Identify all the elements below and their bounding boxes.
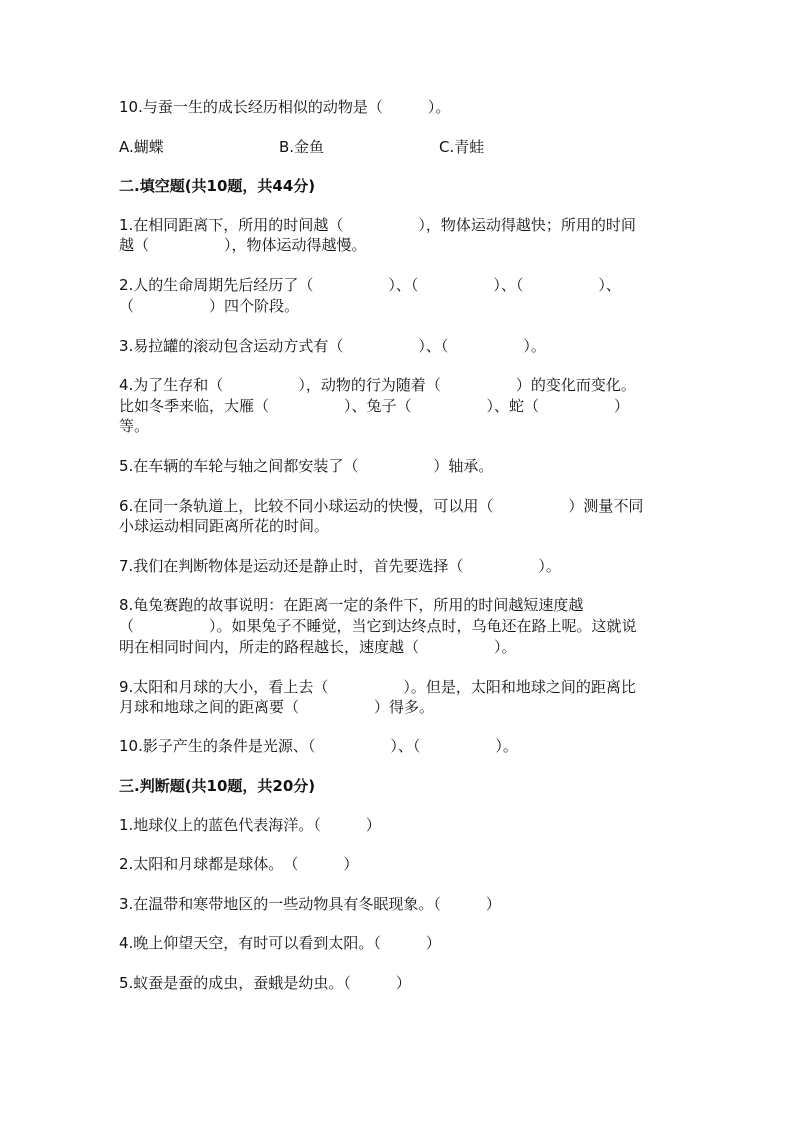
option-c: C.青蛙 [439,138,485,156]
question-10-stem: 10.与蚕一生的成长经历相似的动物是（ ）。 [119,98,451,116]
judge-5: 5.蚁蚕是蚕的成虫，蚕蛾是幼虫。（ ） [119,974,411,992]
fill-4-line-1: 4.为了生存和（ ），动物的行为随着（ ）的变化而变化。 [119,376,636,394]
fill-2-line-2: （ ）四个阶段。 [119,297,300,315]
option-b: B.金鱼 [279,138,325,156]
judge-4: 4.晚上仰望天空，有时可以看到太阳。（ ） [119,934,441,952]
fill-6-line-1: 6.在同一条轨道上，比较不同小球运动的快慢，可以用（ ）测量不同 [119,497,644,515]
fill-8-line-3: 明在相同时间内，所走的路程越长，速度越（ ）。 [119,638,517,656]
fill-2-line-1: 2.人的生命周期先后经历了（ ）、（ ）、（ ）、 [119,276,621,294]
judge-2: 2.太阳和月球都是球体。 （ ） [119,855,359,873]
fill-4-line-2: 比如冬季来临，大雁（ ）、兔子（ ）、蛇（ ） [119,397,630,415]
fill-1-line-1: 1.在相同距离下，所用的时间越（ ），物体运动得越快；所用的时间 [119,216,636,234]
fill-8-line-1: 8.龟兔赛跑的故事说明：在距离一定的条件下，所用的时间越短速度越 [119,596,584,614]
fill-4-line-3: 等。 [119,417,150,435]
fill-7: 7.我们在判断物体是运动还是静止时，首先要选择（ ）。 [119,557,561,575]
fill-10: 10.影子产生的条件是光源、（ ）、（ ）。 [119,737,518,755]
section-3-title: 三.判断题(共10题，共20分) [119,777,316,795]
judge-1: 1.地球仪上的蓝色代表海洋。（ ） [119,816,381,834]
fill-8-line-2: （ ）。如果兔子不睡觉，当它到达终点时，乌龟还在路上呢。这就说 [119,617,637,635]
fill-9-line-1: 9.太阳和月球的大小，看上去（ ）。但是，太阳和地球之间的距离比 [119,678,636,696]
section-2-title: 二.填空题(共10题，共44分) [119,177,316,195]
judge-3: 3.在温带和寒带地区的一些动物具有冬眠现象。（ ） [119,895,501,913]
fill-6-line-2: 小球运动相同距离所花的时间。 [119,517,330,535]
fill-3: 3.易拉罐的滚动包含运动方式有（ ）、（ ）。 [119,337,546,355]
fill-5: 5.在车辆的车轮与轴之间都安装了（ ）轴承。 [119,457,494,475]
fill-9-line-2: 月球和地球之间的距离要（ ）得多。 [119,698,435,716]
fill-1-line-2: 越（ ），物体运动得越慢。 [119,236,367,254]
option-a: A.蝴蝶 [119,138,164,156]
